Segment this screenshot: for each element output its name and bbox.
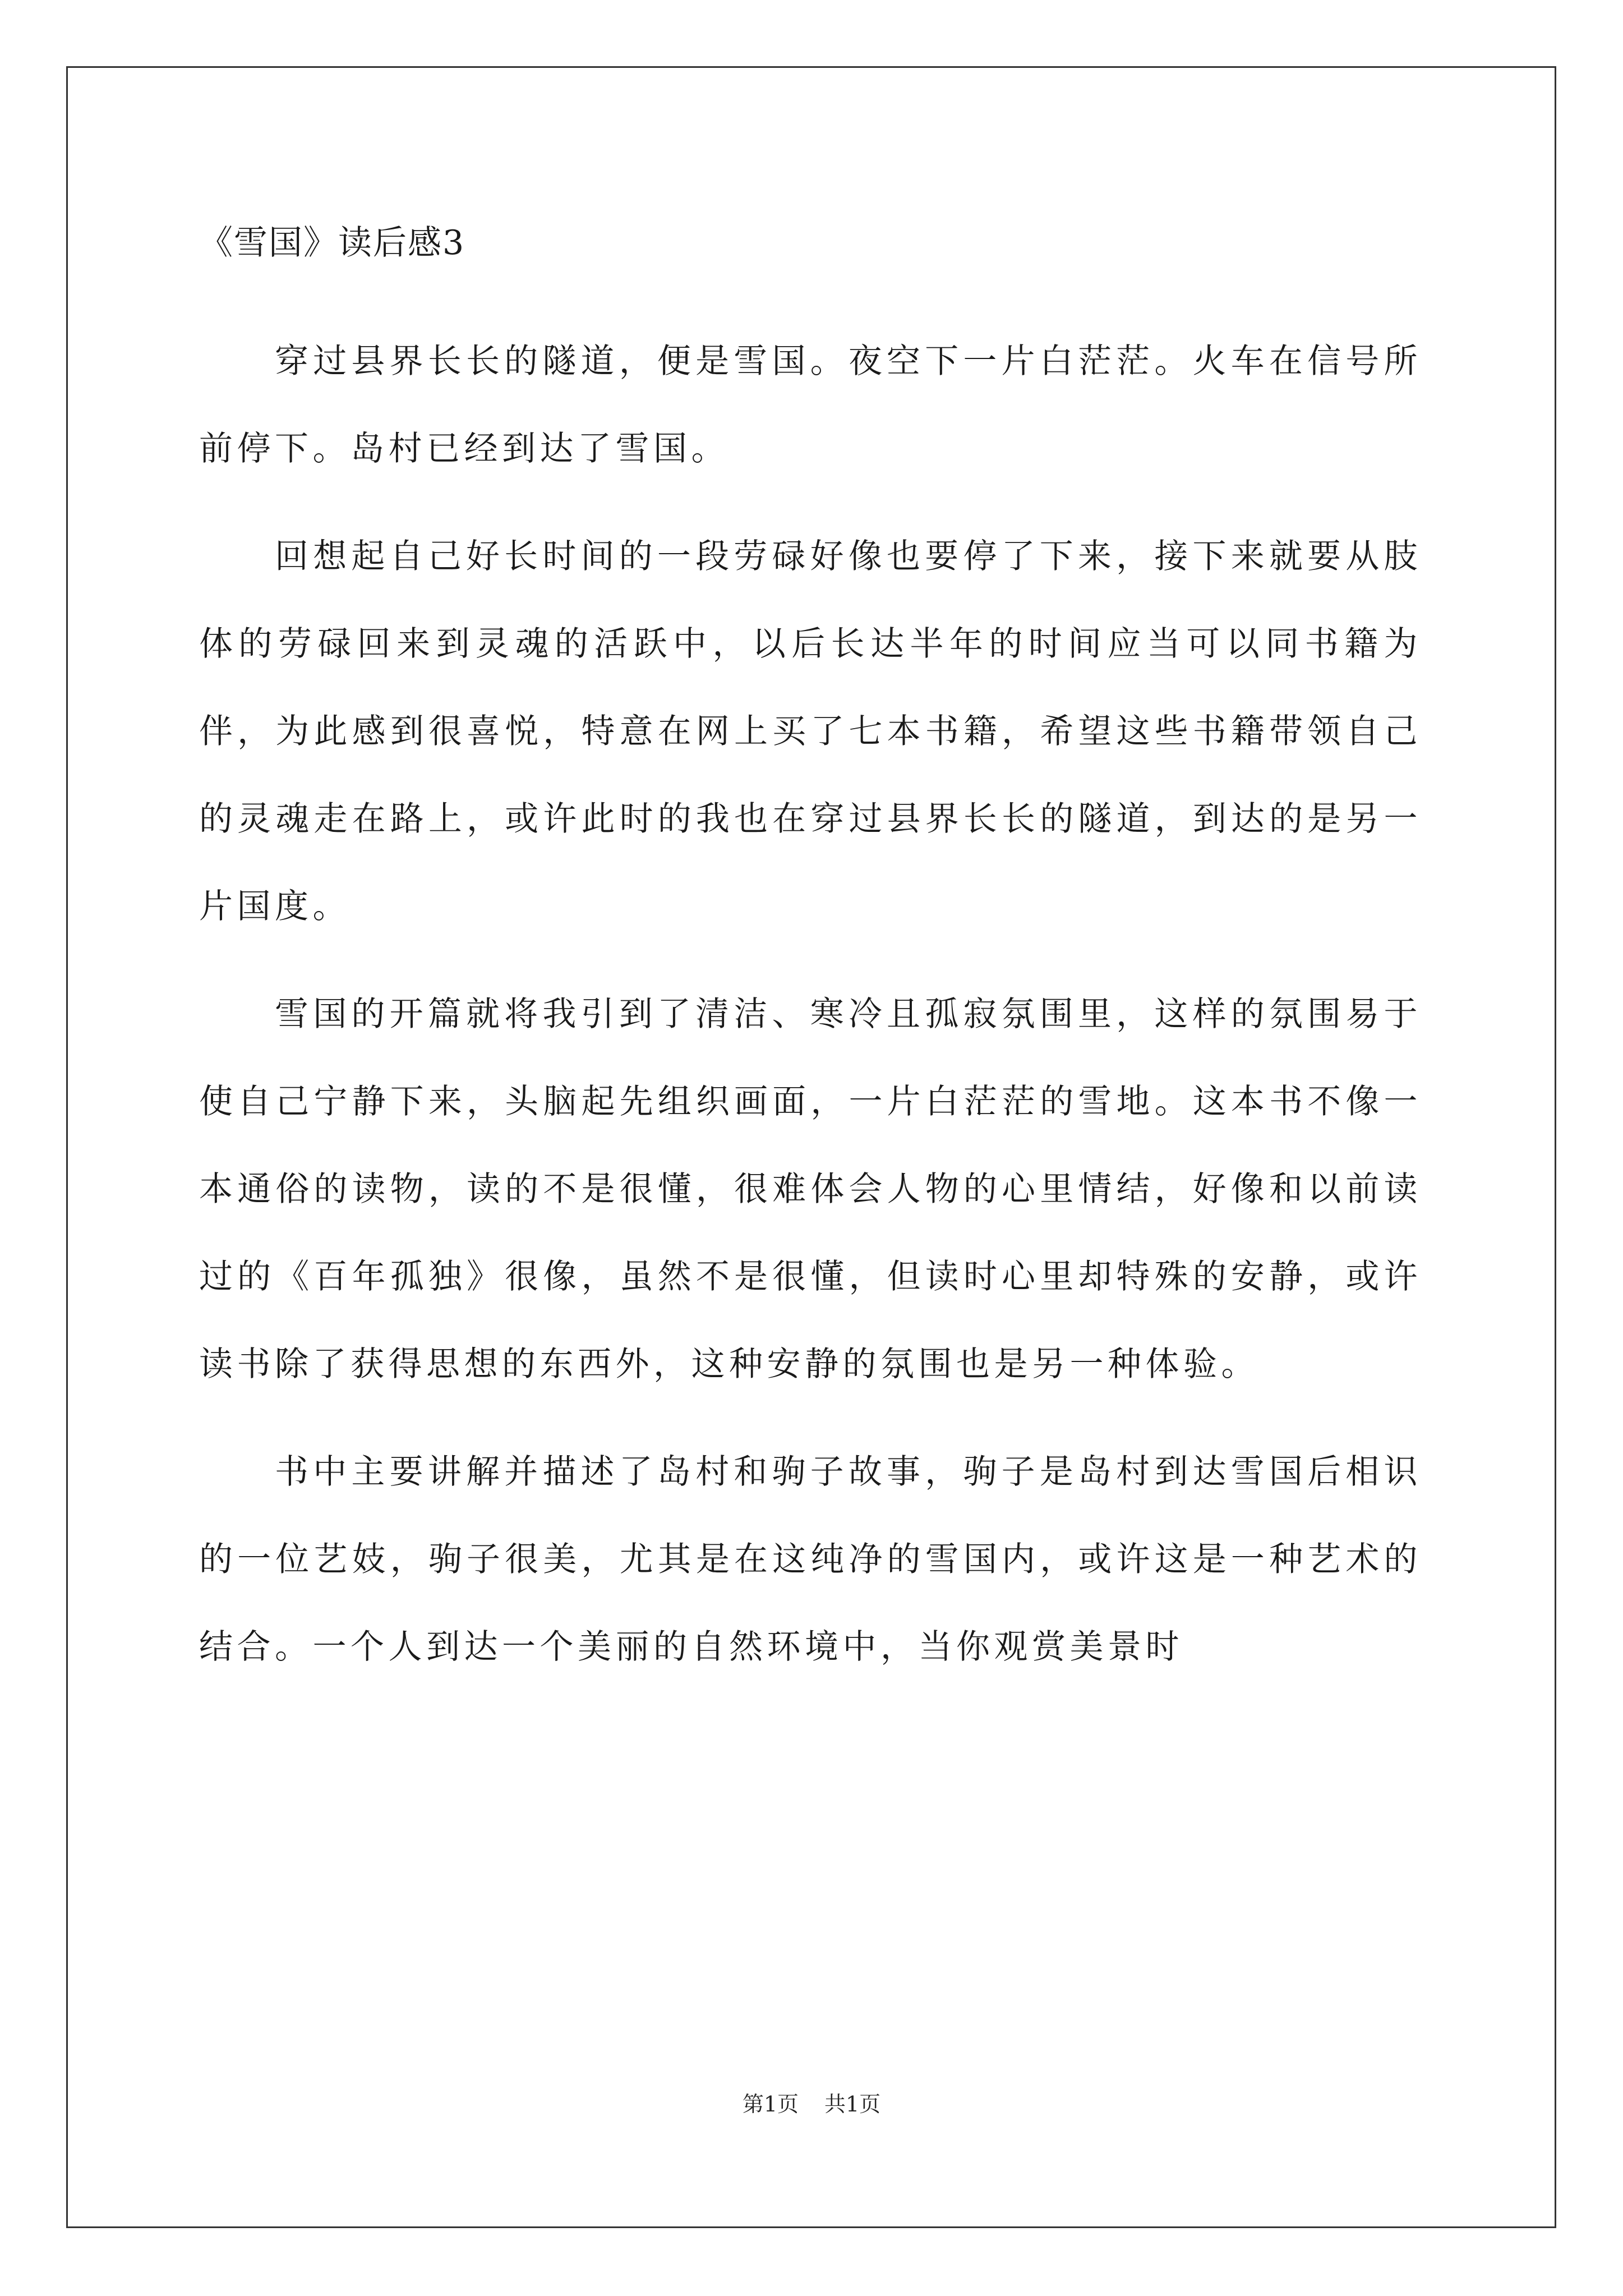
page-number-current: 第1页 — [742, 2092, 799, 2116]
document-body — [199, 222, 1422, 1711]
paragraph-1: 穿过县界长长的隧道，便是雪国。夜空下一片白茫茫。火车在信号所前停下。岛村已经到达了雪国。 — [199, 342, 1422, 468]
page-footer — [0, 2090, 1623, 2118]
paragraph-2: 回想起自己好长时间的一段劳碌好像也要停了下来，接下来就要从肢体的劳碌回来到灵魂的活跃中，以后长达半年的时间应当可以同书籍为伴，为此感到很喜悦，特意在网上买了七本书籍，希望这些书籍带领自己的灵魂走在路上，或许此时的我也在穿过县界长长的隧道，到达的是另一片国度。 — [199, 537, 1422, 926]
paragraph-3: 雪国的开篇就将我引到了清洁、寒冷且孤寂氛围里，这样的氛围易于使自己宁静下来，头脑起先组织画面，一片白茫茫的雪地。这本书不像一本通俗的读物，读的不是很懂，很难体会人物的心里情结，好像和以前读过的《百年孤独》很像，虽然不是很懂，但读时心里却特殊的安静，或许读书除了获得思想的东西外，这种安静的氛围也是另一种体验。 — [199, 995, 1422, 1384]
document-title: 《雪国》读后感3 — [199, 223, 465, 263]
page-number-total: 共1页 — [824, 2092, 881, 2116]
paragraph-4: 书中主要讲解并描述了岛村和驹子故事，驹子是岛村到达雪国后相识的一位艺妓，驹子很美，尤其是在这纯净的雪国内，或许这是一种艺术的结合。一个人到达一个美丽的自然环境中，当你观赏美景时 — [199, 1452, 1422, 1667]
